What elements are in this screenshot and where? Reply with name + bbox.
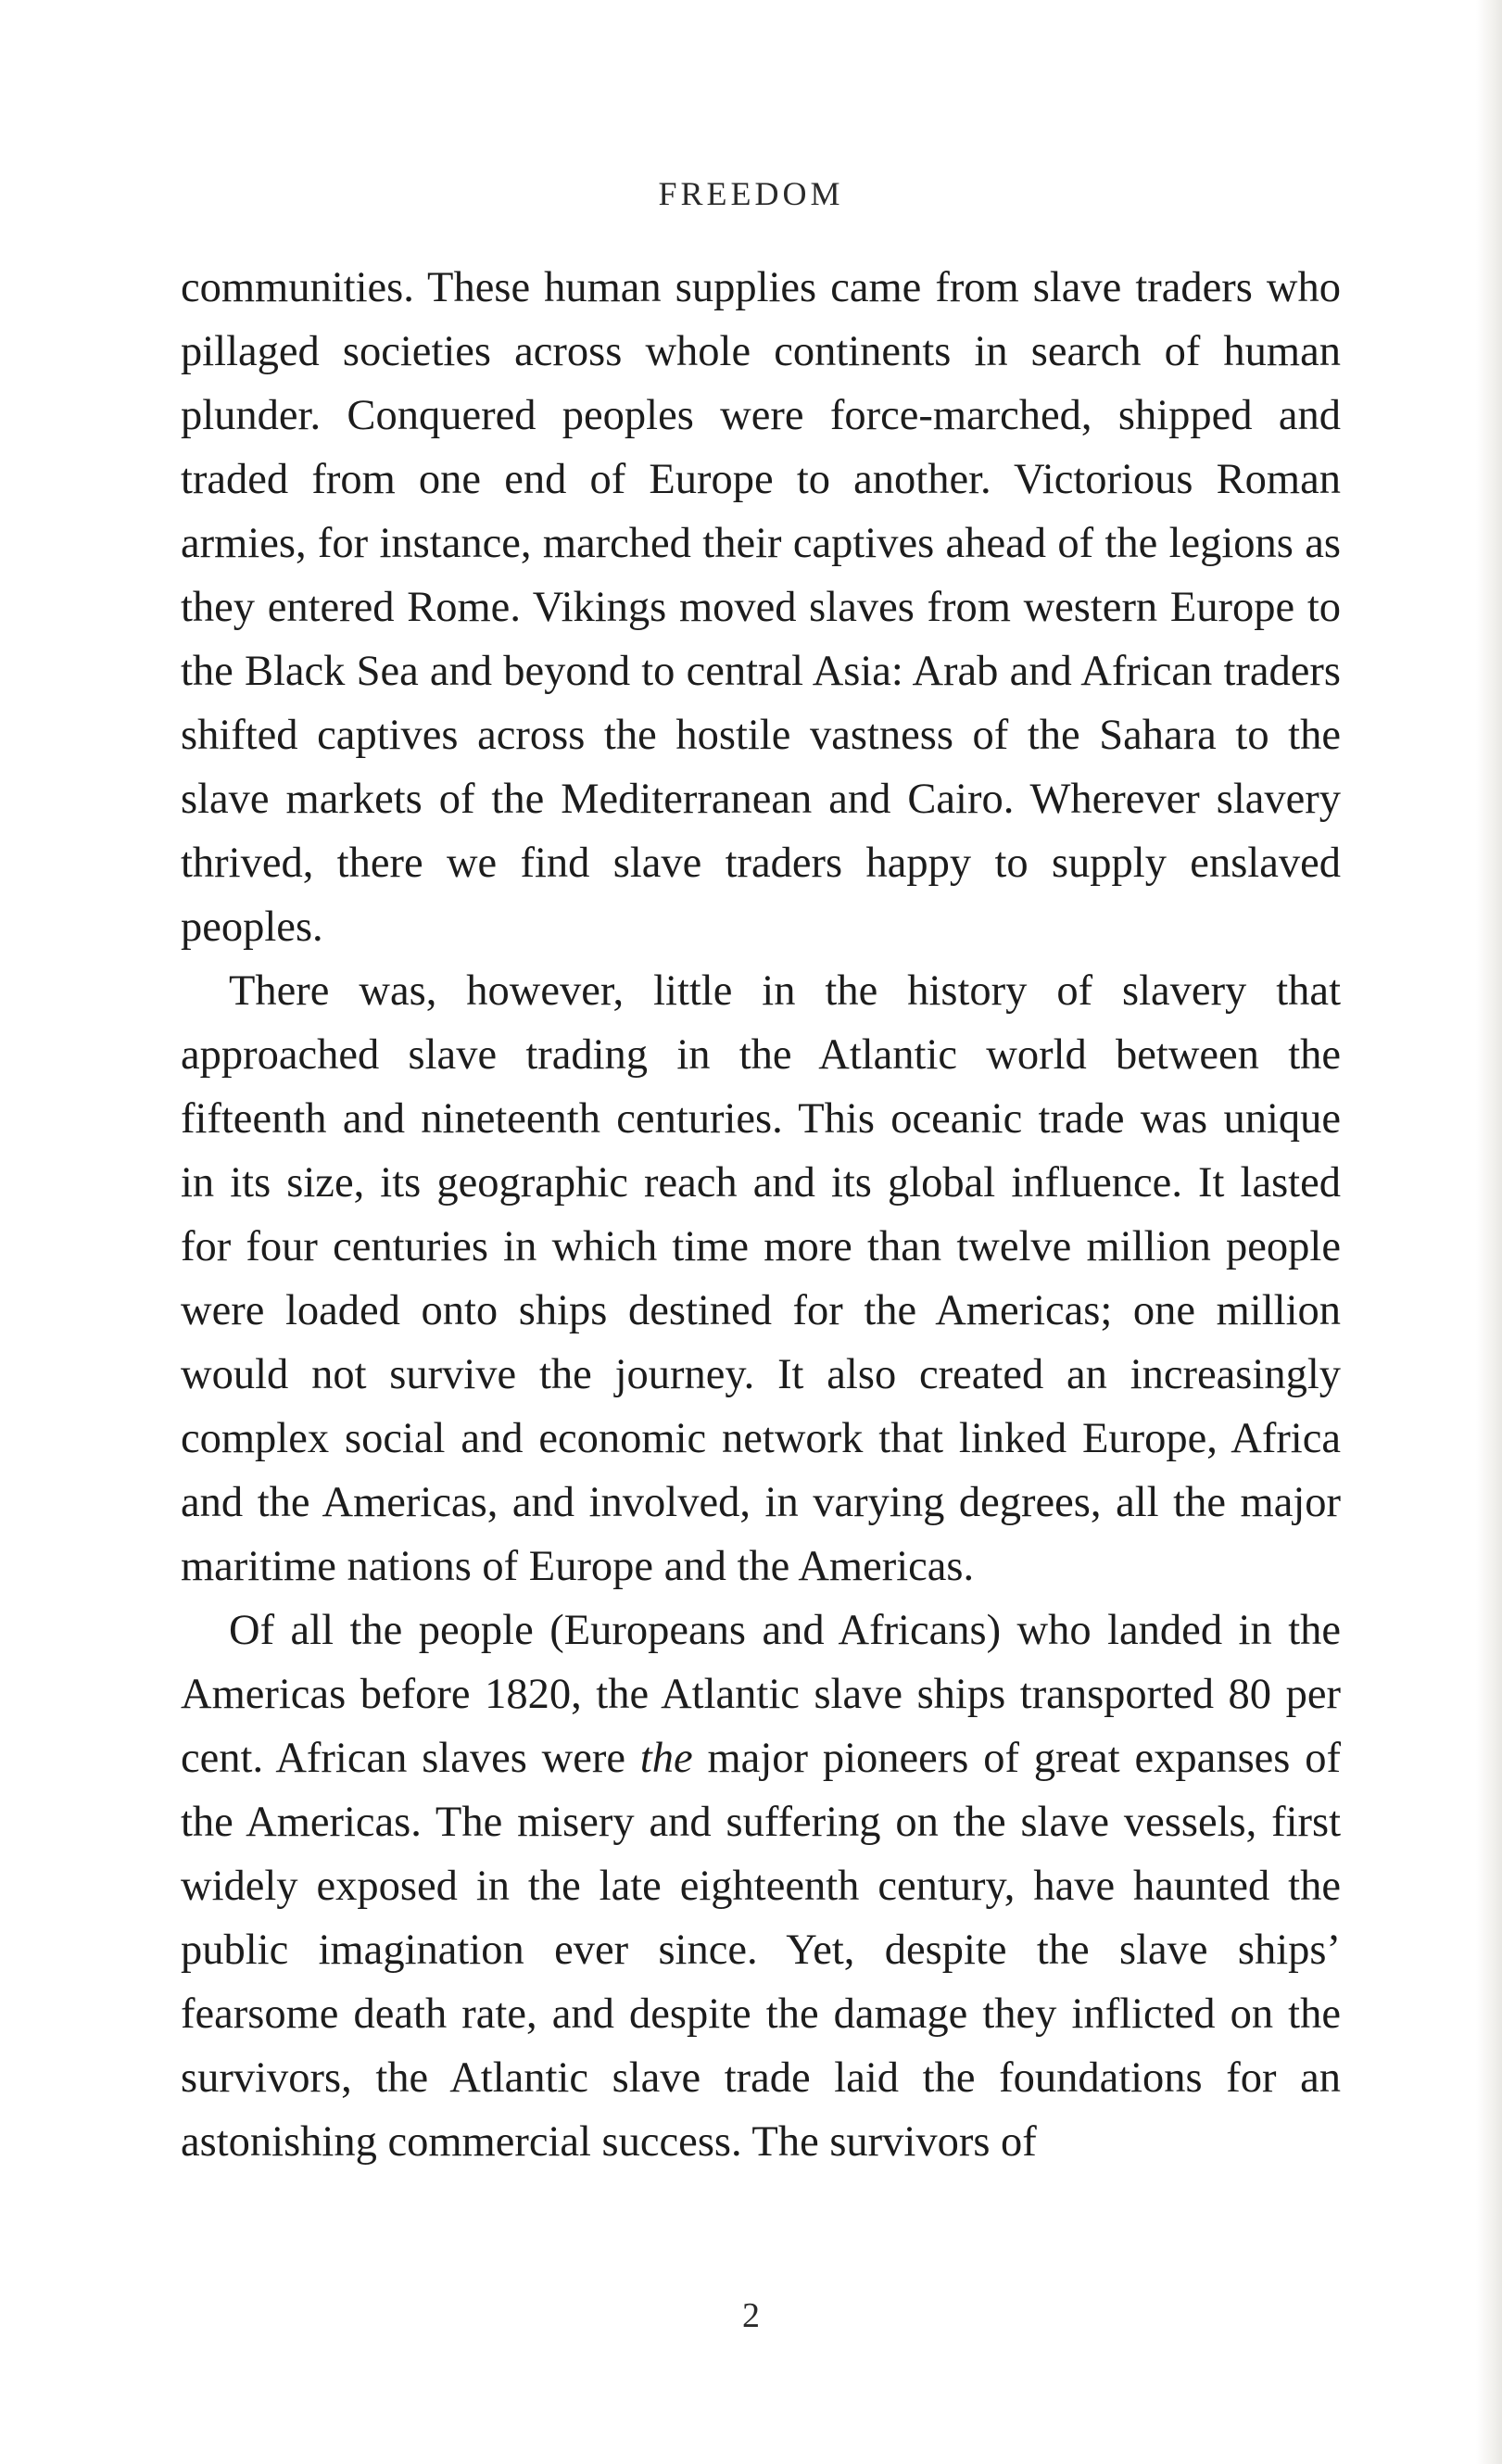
paragraph-2: There was, however, little in the history of slavery that approached slave trading in the Atlantic world between the fifteenth and nineteenth centuries. This oceanic trade was unique in its size, its geographic reach and its global influence. It lasted for four centuries in which time more than twelve million people were loaded onto ships destined for the Americas; one million would not survive the journey. It also created an increasingly complex social and economic network that linked Europe, Africa and the Americas, and involved, in varying degrees, all the major maritime nations of Europe and the Americas.: [181, 967, 1341, 1590]
paragraph-1: communities. These human supplies came from slave traders who pillaged societies across whole continents in search of human plunder. Conquered peoples were force-marched, shipped and traded from one end of Europe to another. Victorious Roman armies, for instance, marched their captives ahead of the legions as they entered Rome. Vikings moved slaves from western Europe to the Black Sea and beyond to central Asia: Arab and African traders shifted captives across the hostile vastness of the Sahara to the slave markets of the Mediterranean and Cairo. Wherever slavery thrived, there we find slave traders happy to supply enslaved peoples.: [181, 264, 1341, 951]
body-text: [181, 256, 1341, 2174]
running-head: FREEDOM: [658, 175, 844, 212]
page-number: 2: [742, 2296, 760, 2335]
page-edge-shadow: [1476, 0, 1502, 2464]
paragraph-3: [181, 1598, 1341, 2174]
paragraph-3-part-2: major pioneers of great expanses of the Americas. The misery and suffering on the slave vessels, first widely exposed in the late eighteenth century, have haunted the public imagination ever since. Yet, despite the slave ships’ fearsome death rate, and despite the damage they inflicted on the survivors, the Atlantic slave trade laid the foundations for an astonishing commercial success. The survivors of: [181, 1735, 1341, 2166]
emphasized-word: the: [639, 1735, 693, 1782]
paragraph-3-part-1: Of all the people (Europeans and Africans) who landed in the Americas before 1820, the Atlantic slave ships transported 80 per cent. African slaves were: [181, 1607, 1341, 1782]
